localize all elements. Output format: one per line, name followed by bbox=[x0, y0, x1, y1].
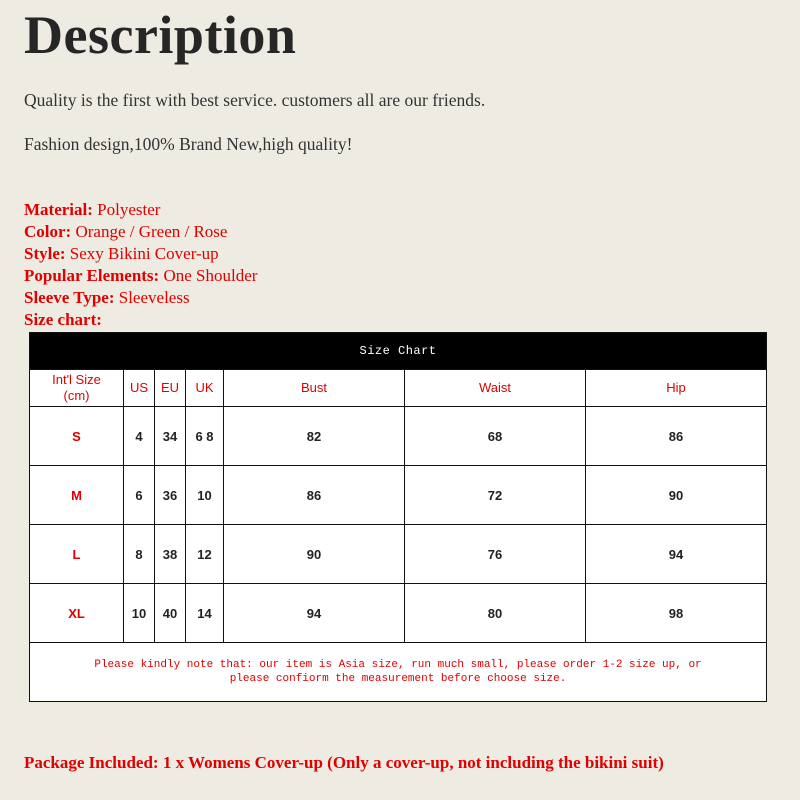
cell-waist: 76 bbox=[405, 525, 586, 584]
header-hip: Hip bbox=[586, 370, 767, 407]
cell-size: L bbox=[30, 525, 124, 584]
cell-eu: 38 bbox=[155, 525, 186, 584]
size-chart-label: Size chart: bbox=[24, 310, 102, 329]
spec-list bbox=[24, 199, 257, 331]
cell-us: 10 bbox=[124, 584, 155, 643]
table-row bbox=[30, 407, 767, 466]
header-intl-size bbox=[30, 370, 124, 407]
package-included-text: Package Included: 1 x Womens Cover-up (Only a cover-up, not including the bikini suit) bbox=[24, 753, 664, 772]
cell-us: 6 bbox=[124, 466, 155, 525]
header-intl-line1: Int'l Size bbox=[52, 372, 101, 387]
table-row bbox=[30, 466, 767, 525]
spec-value: Sexy Bikini Cover-up bbox=[65, 244, 219, 263]
spec-value: Sleeveless bbox=[114, 288, 190, 307]
cell-bust: 82 bbox=[224, 407, 405, 466]
spec-label: Sleeve Type: bbox=[24, 288, 115, 307]
cell-uk: 6 8 bbox=[186, 407, 224, 466]
table-row bbox=[30, 525, 767, 584]
table-header-row bbox=[30, 370, 767, 407]
spec-label: Popular Elements: bbox=[24, 266, 160, 285]
cell-size: M bbox=[30, 466, 124, 525]
spec-material bbox=[24, 199, 257, 221]
cell-us: 4 bbox=[124, 407, 155, 466]
spec-label: Material: bbox=[24, 200, 93, 219]
size-note-row bbox=[30, 643, 767, 702]
cell-hip: 98 bbox=[586, 584, 767, 643]
cell-waist: 80 bbox=[405, 584, 586, 643]
intro-fashion-text: Fashion design,100% Brand New,high quality! bbox=[24, 134, 353, 154]
header-bust: Bust bbox=[224, 370, 405, 407]
cell-waist: 72 bbox=[405, 466, 586, 525]
intro-quality-text: Quality is the first with best service. customers all are our friends. bbox=[24, 90, 486, 110]
spec-value: One Shoulder bbox=[159, 266, 258, 285]
table-caption-row bbox=[30, 333, 767, 370]
cell-hip: 90 bbox=[586, 466, 767, 525]
header-uk: UK bbox=[186, 370, 224, 407]
size-note-line1: Please kindly note that: our item is Asia size, run much small, please order 1-2 size up, or bbox=[94, 659, 702, 671]
spec-color bbox=[24, 221, 257, 243]
cell-uk: 14 bbox=[186, 584, 224, 643]
header-waist: Waist bbox=[405, 370, 586, 407]
cell-waist: 68 bbox=[405, 407, 586, 466]
cell-eu: 40 bbox=[155, 584, 186, 643]
spec-value: Orange / Green / Rose bbox=[71, 222, 228, 241]
header-intl-line2: (cm) bbox=[63, 388, 90, 403]
spec-style bbox=[24, 243, 257, 265]
cell-eu: 34 bbox=[155, 407, 186, 466]
spec-popular-elements bbox=[24, 265, 257, 287]
size-chart-table bbox=[29, 332, 767, 702]
cell-bust: 90 bbox=[224, 525, 405, 584]
table-caption: Size Chart bbox=[30, 333, 767, 370]
cell-hip: 86 bbox=[586, 407, 767, 466]
size-note bbox=[30, 643, 767, 702]
page-title: Description bbox=[24, 5, 297, 65]
spec-label: Style: bbox=[24, 244, 66, 263]
header-eu: EU bbox=[155, 370, 186, 407]
table-row bbox=[30, 584, 767, 643]
cell-bust: 94 bbox=[224, 584, 405, 643]
size-note-line2: please confiorm the measurement before choose size. bbox=[229, 673, 567, 685]
cell-eu: 36 bbox=[155, 466, 186, 525]
cell-us: 8 bbox=[124, 525, 155, 584]
spec-sleeve-type bbox=[24, 287, 257, 309]
cell-hip: 94 bbox=[586, 525, 767, 584]
cell-bust: 86 bbox=[224, 466, 405, 525]
cell-size: XL bbox=[30, 584, 124, 643]
cell-uk: 12 bbox=[186, 525, 224, 584]
cell-uk: 10 bbox=[186, 466, 224, 525]
cell-size: S bbox=[30, 407, 124, 466]
spec-value: Polyester bbox=[92, 200, 161, 219]
header-us: US bbox=[124, 370, 155, 407]
spec-label: Color: bbox=[24, 222, 72, 241]
